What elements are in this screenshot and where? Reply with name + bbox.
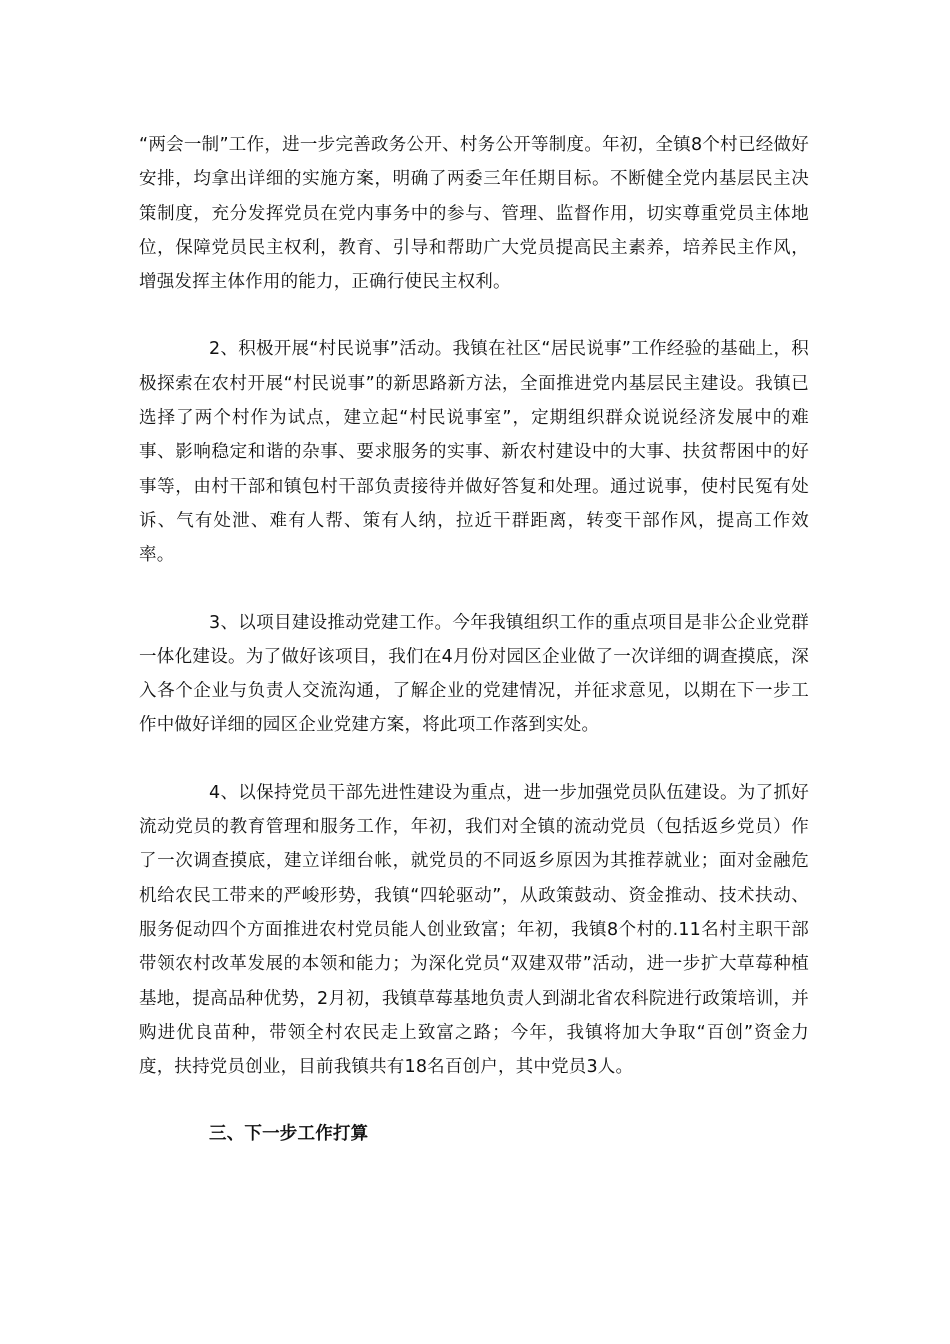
paragraph-item-2: 2、积极开展“村民说事”活动。我镇在社区“居民说事”工作经验的基础上，积极探索在农村开展“村民说事”的新思路新方法，全面推进党内基层民主建设。我镇已选择了两个村作为试点，建立起“村民说事室”，定期组织群众说说经济发展中的难事、影响稳定和谐的杂事、要求服务的实事、新农村建设中的大事、扶贫帮困中的好事等，由村干部和镇包村干部负责接待并做好答复和处理。通过说事，使村民冤有处诉、气有处泄、难有人帮、策有人纳，拉近干群距离，转变干部作风，提高工作效率。 xyxy=(139,339,809,566)
paragraph-gap xyxy=(139,743,809,776)
paragraph-gap xyxy=(139,299,809,332)
section-heading: 三、下一步工作打算 xyxy=(209,1124,369,1145)
paragraph-gap xyxy=(139,573,809,606)
paragraph-continuation: “两会一制”工作，进一步完善政务公开、村务公开等制度。年初，全镇8个村已经做好安排，均拿出详细的实施方案，明确了两委三年任期目标。不断健全党内基层民主决策制度，充分发挥党员在党内事务中的参与、管理、监督作用，切实尊重党员主体地位，保障党员民主权利，教育、引导和帮助广大党员提高民主素养，培养民主作风，增强发挥主体作用的能力，正确行使民主权利。 xyxy=(139,135,809,293)
paragraph-item-4: 4、以保持党员干部先进性建设为重点，进一步加强党员队伍建设。为了抓好流动党员的教育管理和服务工作，年初，我们对全镇的流动党员（包括返乡党员）作了一次调查摸底，建立详细台帐，就党员的不同返乡原因为其推荐就业；面对金融危机给农民工带来的严峻形势，我镇“四轮驱动”，从政策鼓动、资金推动、技术扶动、服务促动四个方面推进农村党员能人创业致富；年初，我镇8个村的.11名村主职干部带领农村改革发展的本领和能力；为深化党员“双建双带”活动，进一步扩大草莓种植基地，提高品种优势，2月初，我镇草莓基地负责人到湖北省农科院进行政策培训，并购进优良苗种，带领全村农民走上致富之路；今年，我镇将加大争取“百创”资金力度，扶持党员创业，目前我镇共有18名百创户，其中党员3人。 xyxy=(139,782,809,1078)
paragraph-gap xyxy=(139,1084,809,1117)
paragraph-item-3: 3、以项目建设推动党建工作。今年我镇组织工作的重点项目是非公企业党群一体化建设。为了做好该项目，我们在4月份对园区企业做了一次详细的调查摸底，深入各个企业与负责人交流沟通，了解企业的党建情况，并征求意见，以期在下一步工作中做好详细的园区企业党建方案，将此项工作落到实处。 xyxy=(139,612,809,736)
document-body xyxy=(139,128,809,1152)
